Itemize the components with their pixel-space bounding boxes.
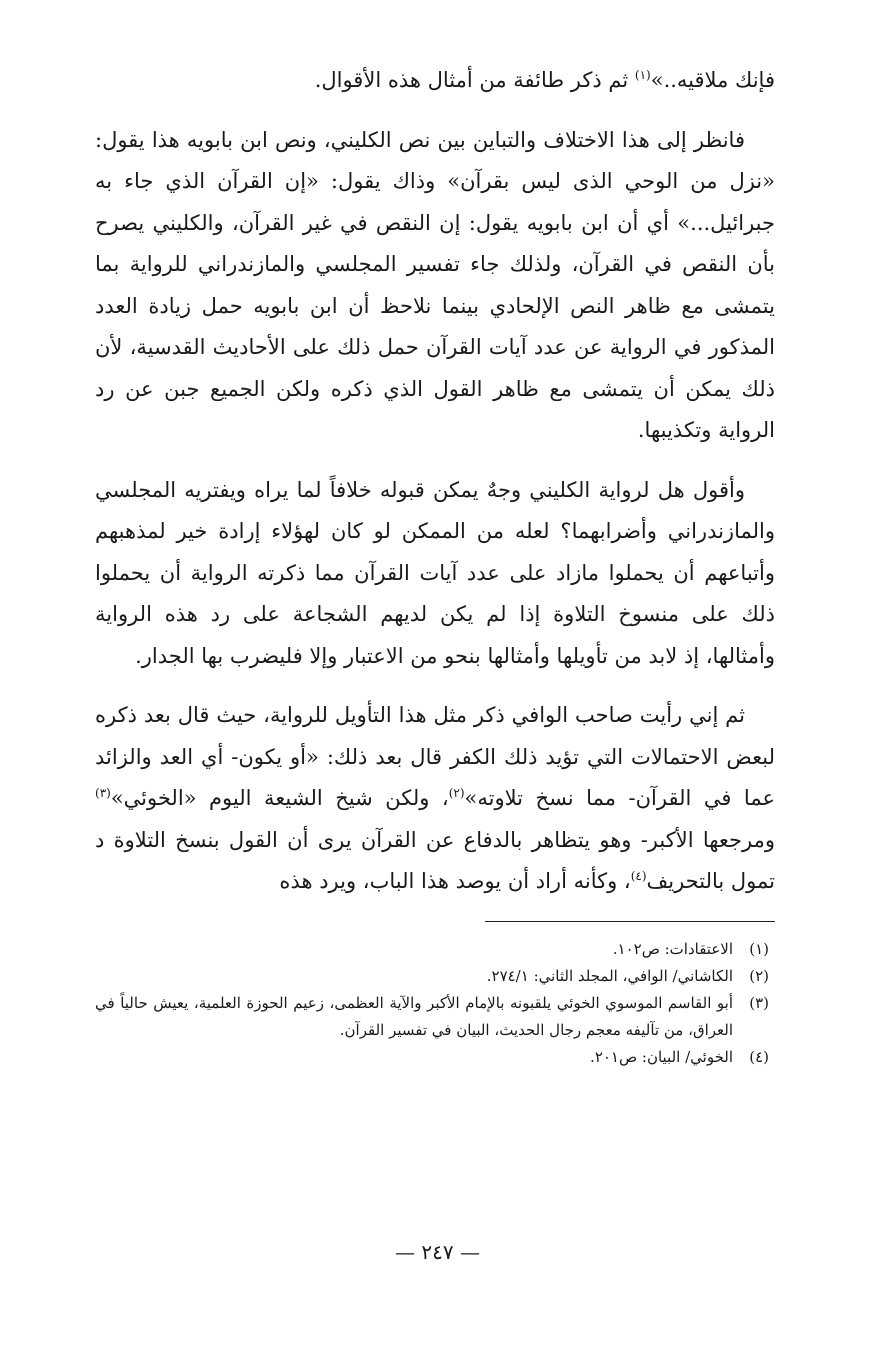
footnotes: [95, 936, 775, 1071]
footnote-ref-3: (٣): [95, 786, 111, 800]
footnote-text: الاعتقادات: ص١٠٢.: [612, 939, 733, 958]
paragraph-1: فإنك ملاقيه..»$^{(١)}$ ثم ذكر طائفة من أمثال هذه الأقوال.: [314, 68, 775, 92]
footnote-number: (٢): [749, 966, 769, 985]
footnote-text: الكاشاني/ الوافي، المجلد الثاني: ٢٧٤/١.: [486, 966, 733, 985]
footnote-number: (٣): [749, 993, 769, 1012]
page-number: — ٢٤٧ —: [395, 1240, 480, 1264]
paragraph-4: ثم إني رأيت صاحب الوافي ذكر مثل هذا التأويل للرواية، حيث قال بعد ذكره لبعض الاحتمالات التي تؤيد ذلك الكفر قال بعد ذلك: «أو يكون- أي العد والزائد عما في القرآن- مما نسخ تلاوته»$^{(٢)}$، ولكن شيخ الشيعة اليوم «الخوئي»$^{(٣)}$ ومرجعها الأكبر- وهو يتظاهر بالدفاع عن القرآن يرى أن القول بنسخ التلاوة د تمول بالتحريف$^{(٤)}$، وكأنه أراد أن يوصد هذا الباب، ويرد هذه: [95, 703, 775, 893]
footnote-text: الخوئي/ البيان: ص٢٠١.: [590, 1047, 733, 1066]
paragraph-3: وأقول هل لرواية الكليني وجهٌ يمكن قبوله خلافاً لما يراه ويفتريه المجلسي والمازندراني وأضرابهما؟ لعله من الممكن لو كان لهؤلاء إرادة خير لمذهبهم وأتباعهم أن يحملوا مازاد على عدد آيات القرآن مما ذكرته الرواية أن يحملوا ذلك على منسوخ التلاوة إذا لم يكن لديهم الشجاعة على رد هذه الرواية وأمثالها، إذ لابد من تأويلها وأمثالها بنحو من الاعتبار وإلا فليضرب بها الجدار.: [95, 477, 775, 668]
footnote-divider: [485, 921, 775, 922]
footnote-1: [95, 936, 775, 963]
footnote-ref-4: (٤): [630, 869, 647, 883]
footnote-3: [95, 990, 775, 1044]
footnote-ref-1: (١): [634, 68, 651, 82]
footnote-4: [95, 1044, 775, 1071]
footnote-text: أبو القاسم الموسوي الخوئي يلقبونه بالإمام الأكبر والآية العظمى، زعيم الحوزة العلمية، يعيش حالياً في العراق، من تآليفه معجم رجال الحديث، البيان في تفسير القرآن.: [95, 993, 733, 1039]
paragraph-2: فانظر إلى هذا الاختلاف والتباين بين نص الكليني، ونص ابن بابويه هذا يقول: «نزل من الوحي الذى ليس بقرآن» وذاك يقول: «إن القرآن الذي جاء به جبرائيل...» أي أن ابن بابويه يقول: إن النقص في غير القرآن، والكليني يصرح بأن النقص في القرآن، ولذلك جاء تفسير المجلسي والمازندراني للرواية بما يتمشى مع ظاهر النص الإلحادي بينما نلاحظ أن ابن بابويه حمل زيادة العدد المذكور في الرواية عن عدد آيات القرآن حمل ذلك على الأحاديث القدسية، لأن ذلك يمكن أن يتمشى مع ظاهر القول الذي ذكره ولكن الجميع جبن عن رد الرواية وتكذيبها.: [95, 127, 775, 442]
footnote-number: (١): [749, 939, 769, 958]
body-text: [95, 60, 775, 903]
footnote-ref-2: (٢): [448, 786, 465, 800]
footnote-2: [95, 963, 775, 990]
footnote-number: (٤): [749, 1047, 769, 1066]
